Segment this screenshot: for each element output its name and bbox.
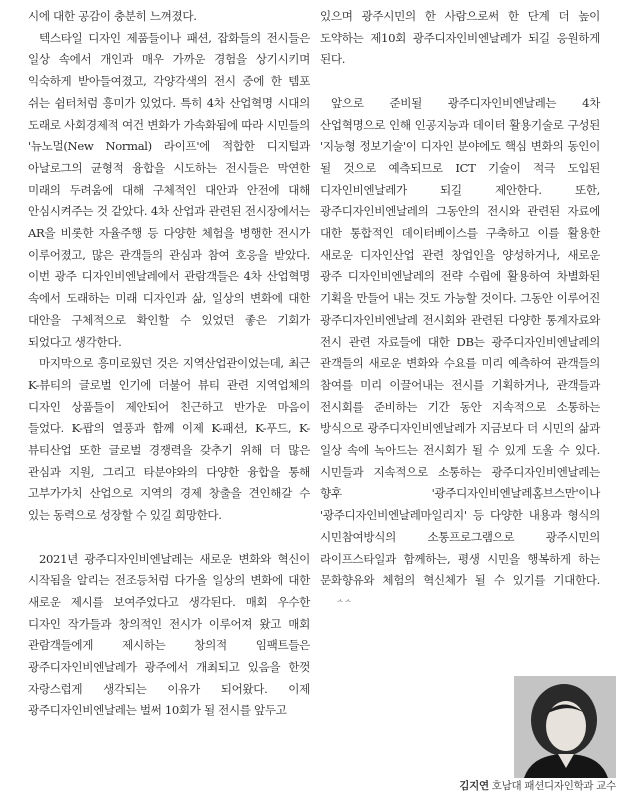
paragraph-gap: [320, 71, 600, 93]
paragraph: 2021년 광주디자인비엔날레는 새로운 변화와 혁신이 시작됨을 알리는 전조등처럼 다가올 일상의 변화에 대한 새로운 제시를 보여주었다고 생각된다. 매회 우수한 디자인 작가들과 창의적인 전시가 이루어져 왔고 매회 관람객들에게 제시하는 창의적 임팩트들은 광주디자인비엔날레가 광주에서 개최되고 있음을 한껏 자랑스럽게 생각되는 이유가 되어왔다. 이제 광주디자인비엔날레는 벌써 10회가 될 전시를 앞두고: [28, 551, 310, 718]
author-photo: [514, 676, 616, 778]
paragraph-gap: [28, 527, 310, 549]
paragraph: 있으며 광주시민의 한 사람으로써 한 단계 더 높이 도약하는 제10회 광주디자인비엔날레가 되길 응원하게 된다.: [320, 9, 600, 67]
paragraph: 마지막으로 흥미로웠던 것은 지역산업관이었는데, 최근 K-뷰티의 글로벌 인기에 더불어 뷰티 관련 지역업체의 디자인 상품들이 제안되어 친근하고 반가운 마음이 들었다. K-팝의 열풍과 함께 이제 K-패션, K-푸드, K-뷰티산업 또한 글로벌 경쟁력을 갖추기 위해 더 많은 관심과 지원, 그리고 타분야와의 다양한 융합을 통해 고부가가치 산업으로 지역의 경제 창출을 견인해갈 수 있는 동력으로 성장할 수 있길 희망한다.: [28, 356, 310, 523]
author-portrait-icon: [514, 676, 616, 778]
signature-mark: ᄉᄉ: [335, 598, 351, 608]
paragraph: 텍스타일 디자인 제품들이나 패션, 잡화들의 전시들은 일상 속에서 개인과 매우 가까운 경험을 상기시키며 익숙하게 받아들여졌고, 각양각색의 전시 중에 한 템포 쉬는 쉼터처럼 흥미가 있었다. 특히 4차 산업혁명 시대의 도래로 사회경제적 여건 변화가 가속화됨에 따라 시민들의 '뉴노멀(New Normal) 라이프'에 적합한 디지털과 아날로그의 균형적 융합을 시도하는 전시들은 막연한 미래의 두려움에 대해 구체적인 대안과 안전에 대해 안심시켜주는 것 같았다. 4차 산업과 관련된 전시장에서는 AR을 비롯한 자율주행 등 다양한 체험을 병행한 전시가 이루어졌고, 많은 관객들의 관심과 참여 호응을 받았다. 이번 광주 디자인비엔날레에서 관람객들은 4차 산업혁명 속에서 도래하는 미래 디자인과 삶, 일상의 변화에 대한 대안을 구체적으로 확인할 수 있었던 좋은 기회가 되었다고 생각한다.: [28, 30, 310, 349]
author-caption: [380, 778, 616, 793]
paragraph-closing: [320, 93, 600, 615]
article-left-column: [28, 6, 310, 722]
author-affiliation: 호남대 패션디자인학과 교수: [491, 780, 616, 792]
paragraph-text: 앞으로 준비될 광주디자인비엔날레는 4차 산업혁명으로 인해 인공지능과 데이터 활용기술로 구성된 '지능형 정보기술'이 디자인 분야에도 핵심 변화의 동인이 될 것으로 예측되므로 ICT 기술이 적극 도입된 디자인비엔날레가 되길 제안한다. 또한, 광주디자인비엔날레의 그동안의 전시와 관련된 자료에 대한 통합적인 데이터베이스를 구축하고 이를 활용한 새로운 디자인산업 관련 창업인을 양성하거나, 새로운 광주 디자인비엔날레의 전략 수립에 활용하여 차별화된 기획을 만들어 내는 것도 가능할 것이다. 그동안 이루어진 광주디자인비엔날레 전시회와 관련된 다양한 통계자료와 전시 관련 자료들에 대한 DB는 광주디자인비엔날레의 관객들의 새로운 변화와 수요를 미리 예측하여 관객들의 참여를 미리 이끌어내는 전시를 기획하거나, 관객들과 전시회를 준비하는 기간 동안 지속적으로 소통하는 방식으로 광주디자인비엔날레가 지금보다 더 시민의 삶과 일상 속에 녹아드는 전시회가 될 수 있게 도울 수 있다. 시민들과 지속적으로 소통하는 광주디자인비엔날레는 향후 '광주디자인비엔날레홈브스만'이나 '광주디자인비엔날레마일리지' 등 다양한 내용과 형식의 시민참여방식의 소통프로그램으로 광주시민의 라이프스타일과 함께하는, 평생 시민을 행복하게 하는 문화향유와 체험의 혁신체가 될 수 있기를 기대한다.: [320, 95, 600, 588]
paragraph: 시에 대한 공감이 충분히 느껴졌다.: [28, 9, 197, 23]
author-name: 김지연: [459, 780, 489, 792]
article-right-column: [320, 6, 600, 615]
